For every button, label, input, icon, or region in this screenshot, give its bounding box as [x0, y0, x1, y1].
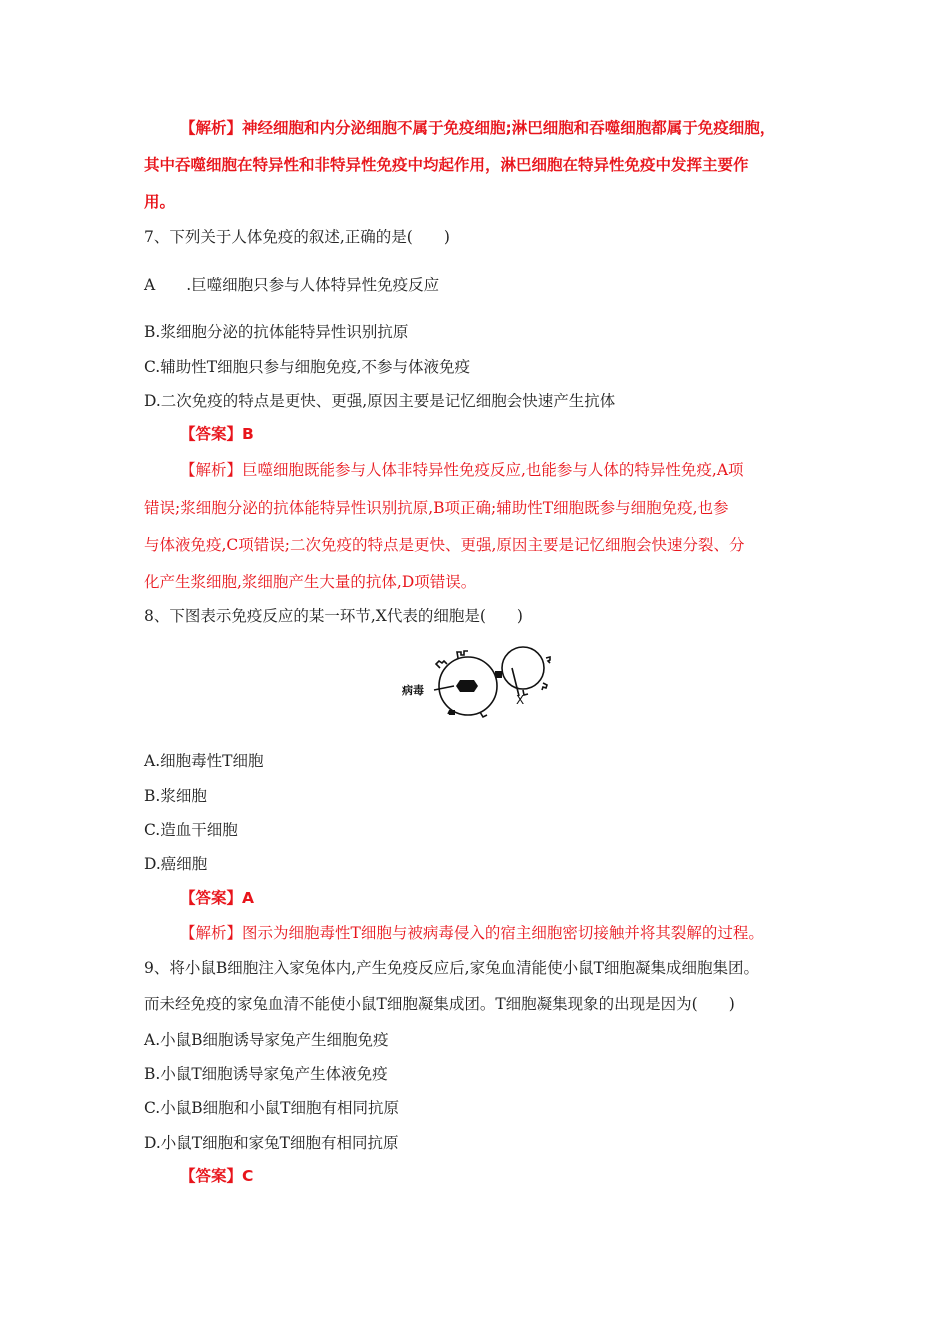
q7-answer: 【答案】B: [180, 425, 254, 443]
q7-analysis-line: 错误;浆细胞分泌的抗体能特异性识别抗原,B项正确;辅助性T细胞既参与细胞免疫,也参: [144, 499, 729, 517]
q7-analysis-line: 【解析】巨噬细胞既能参与人体非特异性免疫反应,也能参与人体的特异性免疫,A项: [180, 461, 744, 479]
q9-stem-line: 而未经免疫的家兔血清不能使小鼠T细胞凝集成团。T细胞凝集现象的出现是因为( ): [144, 995, 735, 1013]
q8-stem: 8、下图表示免疫反应的某一环节,X代表的细胞是( ): [144, 607, 523, 625]
q8-analysis: 【解析】图示为细胞毒性T细胞与被病毒侵入的宿主细胞密切接触并将其裂解的过程。: [180, 924, 764, 942]
q6-analysis-line: 用。: [144, 193, 176, 211]
q9-option-d: D.小鼠T细胞和家兔T细胞有相同抗原: [144, 1134, 399, 1152]
q8-option-d: D.癌细胞: [144, 855, 208, 873]
x-label: X: [516, 693, 525, 707]
q6-analysis-line: 【解析】神经细胞和内分泌细胞不属于免疫细胞;淋巴细胞和吞噬细胞都属于免疫细胞，: [180, 119, 776, 137]
q8-answer: 【答案】A: [180, 889, 254, 907]
q9-option-a: A.小鼠B细胞诱导家兔产生细胞免疫: [144, 1031, 389, 1049]
virus-label: 病毒: [402, 684, 424, 697]
q7-analysis-line: 化产生浆细胞,浆细胞产生大量的抗体,D项错误。: [144, 573, 477, 591]
q9-option-b: B.小鼠T细胞诱导家兔产生体液免疫: [144, 1065, 388, 1083]
immune-cell-diagram: [398, 638, 558, 720]
q7-option-a: A .巨噬细胞只参与人体特异性免疫反应: [144, 276, 440, 294]
virus-icon: [456, 680, 478, 692]
q9-answer: 【答案】C: [180, 1167, 254, 1185]
q8-option-b: B.浆细胞: [144, 787, 207, 805]
q8-option-a: A.细胞毒性T细胞: [144, 752, 264, 770]
q9-option-c: C.小鼠B细胞和小鼠T细胞有相同抗原: [144, 1099, 399, 1117]
q7-option-b: B.浆细胞分泌的抗体能特异性识别抗原: [144, 323, 409, 341]
q9-stem-line: 9、将小鼠B细胞注入家兔体内,产生免疫反应后,家兔血清能使小鼠T细胞凝集成细胞集团。: [144, 959, 759, 977]
q8-option-c: C.造血干细胞: [144, 821, 238, 839]
x-cell: [502, 647, 544, 689]
q7-option-c: C.辅助性T细胞只参与细胞免疫,不参与体液免疫: [144, 358, 471, 376]
q7-analysis-line: 与体液免疫,C项错误;二次免疫的特点是更快、更强,原因主要是记忆细胞会快速分裂、分: [144, 536, 745, 554]
q7-option-d: D.二次免疫的特点是更快、更强,原因主要是记忆细胞会快速产生抗体: [144, 392, 616, 410]
q6-analysis-line: 其中吞噬细胞在特异性和非特异性免疫中均起作用，淋巴细胞在特异性免疫中发挥主要作: [144, 156, 749, 174]
q7-stem: 7、下列关于人体免疫的叙述,正确的是( ): [144, 228, 450, 246]
